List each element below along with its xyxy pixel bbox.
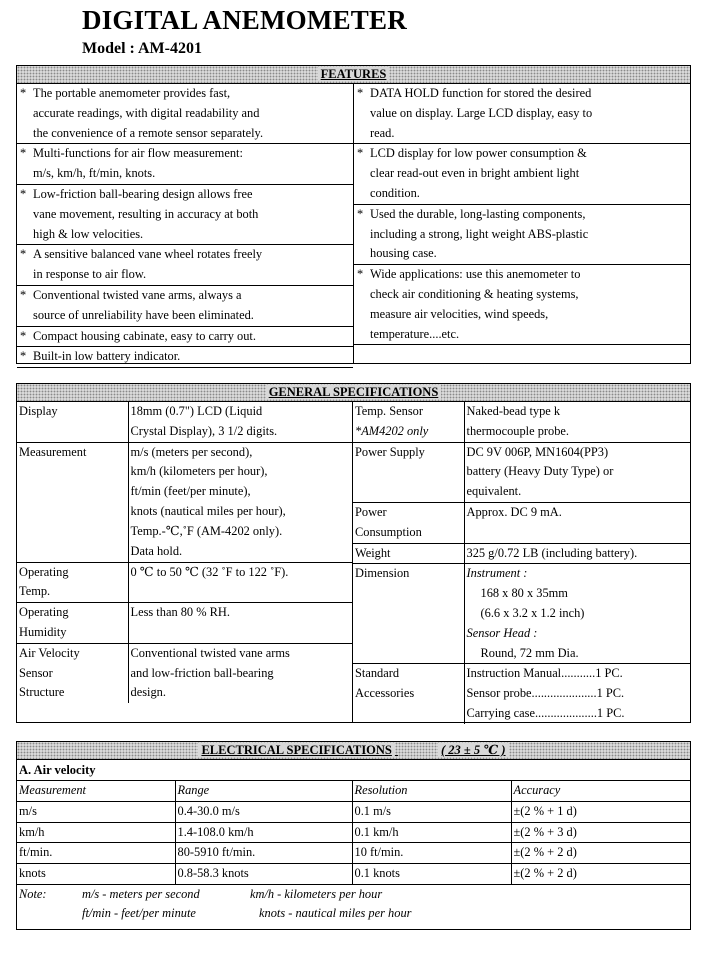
air-velocity-sensor-value: Conventional twisted vane arms and low-friction ball-bearing design.	[128, 643, 352, 703]
feature-line: read.	[370, 125, 395, 140]
power-consumption-value: Approx. DC 9 mA.	[464, 502, 690, 543]
feature-line: housing case.	[370, 246, 437, 261]
column-header: Resolution	[352, 781, 511, 801]
feature-item	[17, 286, 353, 327]
weight-value: 325 g/0.72 LB (including battery).	[464, 543, 690, 564]
feature-line: check air conditioning & heating systems,	[370, 286, 579, 301]
features-left-column	[17, 84, 354, 363]
table-cell: ft/min.	[17, 843, 175, 864]
table-row	[17, 864, 690, 884]
feature-line: The portable anemometer provides fast,	[33, 86, 231, 100]
display-value: 18mm (0.7") LCD (Liquid Crystal Display), 3 1/2 digits.	[128, 402, 352, 442]
general-right-column	[353, 402, 690, 722]
table-cell: 0.8-58.3 knots	[175, 864, 352, 884]
operating-temp-label: Operating Temp.	[17, 562, 128, 603]
power-supply-label: Power Supply	[353, 442, 464, 502]
feature-line: accurate readings, with digital readability and	[33, 105, 260, 120]
operating-temp-value: 0 ℃ to 50 ℃ (32 ˚F to 122 ˚F).	[128, 562, 352, 603]
bullet-asterisk: *	[357, 267, 364, 282]
feature-line: including a strong, light weight ABS-plastic	[370, 226, 589, 241]
table-cell: 10 ft/min.	[352, 843, 511, 864]
feature-line: temperature....etc.	[370, 326, 460, 341]
display-label: Display	[17, 402, 128, 442]
features-header: FEATURES	[17, 66, 690, 84]
air-velocity-sensor-label: Air Velocity Sensor Structure	[17, 643, 128, 703]
feature-line: condition.	[370, 185, 420, 200]
dimension-value: Instrument : 168 x 80 x 35mm (6.6 x 3.2 x 1.2 inch) Sensor Head : Round, 72 mm Dia.	[464, 564, 690, 664]
note-item: km/h - kilometers per hour	[250, 886, 383, 901]
feature-line: Conventional twisted vane arms, always a	[33, 287, 242, 302]
feature-item	[17, 144, 353, 185]
table-cell: knots	[17, 864, 175, 884]
electrical-specifications-section	[16, 741, 691, 930]
bullet-asterisk: *	[20, 328, 27, 343]
features-section	[16, 65, 691, 364]
feature-item	[354, 265, 690, 345]
table-cell: 0.4-30.0 m/s	[175, 801, 352, 822]
feature-item	[17, 84, 353, 144]
feature-line: m/s, km/h, ft/min, knots.	[33, 166, 156, 181]
feature-line: the convenience of a remote sensor separately.	[33, 125, 264, 140]
table-cell: ±(2 % + 1 d)	[511, 801, 690, 822]
feature-line: DATA HOLD function for stored the desired	[370, 86, 592, 100]
bullet-asterisk: *	[357, 206, 364, 221]
feature-item	[17, 245, 353, 286]
table-cell: ±(2 % + 2 d)	[511, 864, 690, 884]
feature-line: clear read-out even in bright ambient light	[370, 166, 580, 181]
table-cell: ±(2 % + 2 d)	[511, 843, 690, 864]
general-left-column	[17, 402, 353, 722]
bullet-asterisk: *	[357, 146, 364, 161]
feature-line: value on display. Large LCD display, easy to	[370, 105, 593, 120]
temp-sensor-value: Naked-bead type k thermocouple probe.	[464, 402, 690, 442]
power-supply-value: DC 9V 006P, MN1604(PP3) battery (Heavy Duty Type) or equivalent.	[464, 442, 690, 502]
column-header: Range	[175, 781, 352, 801]
temp-sensor-label: Temp. Sensor *AM4202 only	[353, 402, 464, 442]
dimension-label: Dimension	[353, 564, 464, 664]
table-row	[17, 843, 690, 864]
column-header: Measurement	[17, 781, 175, 801]
table-cell: 80-5910 ft/min.	[175, 843, 352, 864]
bullet-asterisk: *	[20, 247, 27, 262]
general-left-table	[17, 402, 352, 703]
power-consumption-label: Power Consumption	[353, 502, 464, 543]
table-cell: 1.4-108.0 km/h	[175, 822, 352, 843]
bullet-asterisk: *	[20, 349, 27, 364]
electrical-specifications-header: ELECTRICAL SPECIFICATIONS ( 23 ± 5 ℃ )	[17, 742, 690, 760]
air-velocity-section-title: A. Air velocity	[17, 760, 690, 781]
table-cell: 0.1 m/s	[352, 801, 511, 822]
column-header: Accuracy	[511, 781, 690, 801]
table-header-row	[17, 781, 690, 801]
document-title: DIGITAL ANEMOMETER	[82, 5, 407, 35]
feature-item	[354, 144, 690, 204]
accessories-label: Standard Accessories	[353, 664, 464, 724]
feature-line: Wide applications: use this anemometer to	[370, 267, 581, 282]
feature-line: Built-in low battery indicator.	[33, 349, 181, 364]
note-item: ft/min - feet/per minute	[82, 905, 196, 920]
features-right-column	[354, 84, 690, 363]
feature-line: Low-friction ball-bearing design allows free	[33, 186, 253, 201]
feature-line: A sensitive balanced vane wheel rotates freely	[33, 247, 263, 262]
bullet-asterisk: *	[20, 86, 27, 100]
feature-item	[354, 205, 690, 265]
feature-line: source of unreliability have been eliminated.	[33, 307, 254, 322]
air-velocity-table	[17, 781, 690, 884]
feature-line: Compact housing cabinate, easy to carry out.	[33, 328, 256, 343]
table-cell: 0.1 km/h	[352, 822, 511, 843]
model-number: Model : AM-4201	[82, 40, 202, 57]
feature-line: in response to air flow.	[33, 267, 147, 282]
bullet-asterisk: *	[20, 287, 27, 302]
operating-humidity-label: Operating Humidity	[17, 603, 128, 644]
table-row	[17, 822, 690, 843]
table-row	[17, 801, 690, 822]
accessories-value: Instruction Manual...........1 PC. Sensor probe.....................1 PC. Carrying case....................1 PC.	[464, 664, 690, 724]
general-right-table	[353, 402, 690, 724]
note-item: knots - nautical miles per hour	[259, 905, 412, 920]
table-cell: ±(2 % + 3 d)	[511, 822, 690, 843]
table-cell: m/s	[17, 801, 175, 822]
bullet-asterisk: *	[357, 86, 364, 100]
notes	[17, 884, 690, 923]
feature-item	[17, 347, 353, 368]
general-specifications-header: GENERAL SPECIFICATIONS	[17, 384, 690, 402]
feature-line: high & low velocities.	[33, 226, 144, 241]
note-item: m/s - meters per second	[82, 886, 200, 901]
feature-item	[354, 84, 690, 144]
bullet-asterisk: *	[20, 186, 27, 201]
bullet-asterisk: *	[20, 146, 27, 161]
table-cell: km/h	[17, 822, 175, 843]
measurement-value: m/s (meters per second), km/h (kilometers per hour), ft/min (feet/per minute), knots (nautical miles per hour), Temp.-℃,˚F (AM-4202 only). Data hold.	[128, 442, 352, 562]
feature-item	[17, 327, 353, 348]
feature-line: Used the durable, long-lasting components,	[370, 206, 586, 221]
feature-line: measure air velocities, wind speeds,	[370, 306, 549, 321]
operating-humidity-value: Less than 80 % RH.	[128, 603, 352, 644]
measurement-label: Measurement	[17, 442, 128, 562]
table-cell: 0.1 knots	[352, 864, 511, 884]
feature-item	[17, 185, 353, 245]
feature-line: vane movement, resulting in accuracy at both	[33, 206, 259, 221]
note-label: Note:	[19, 886, 47, 901]
weight-label: Weight	[353, 543, 464, 564]
feature-line: LCD display for low power consumption &	[370, 146, 587, 161]
feature-line: Multi-functions for air flow measurement:	[33, 146, 243, 161]
general-specifications-section	[16, 383, 691, 723]
